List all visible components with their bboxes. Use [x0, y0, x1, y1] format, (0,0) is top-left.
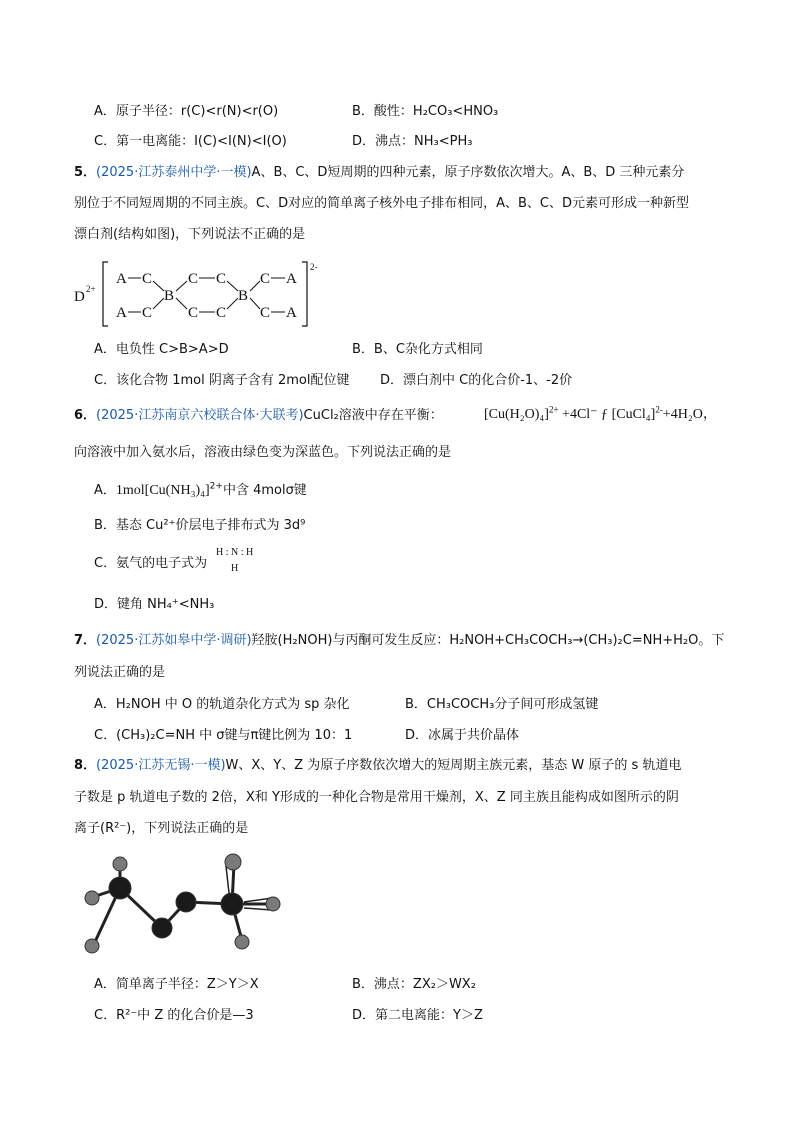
atom-a-4: A [286, 305, 297, 321]
ammonia-formula-bottom: H [231, 563, 239, 574]
q6-number: 6． [74, 408, 97, 423]
q4-option-c: C．第一电离能：I(C)<I(N)<I(O) [94, 134, 287, 149]
q8-number: 8． [74, 758, 97, 773]
atom-c-1: C [142, 271, 153, 287]
atom-c-5: C [188, 305, 199, 321]
atom-c-8: C [260, 305, 271, 321]
q5-option-a: A．电负性 C>B>A>D [94, 342, 229, 357]
terminal-atom-2 [85, 891, 99, 905]
q8-stem-line3: 离子(R²⁻)，下列说法正确的是 [74, 821, 249, 836]
cation-charge: 2+ [86, 284, 96, 294]
atom-c-7: C [260, 271, 271, 287]
q5-option-b: B．B、C杂化方式相同 [352, 342, 483, 357]
central-atom-z-left [109, 877, 131, 899]
terminal-atom-5 [235, 935, 249, 949]
atom-a-1: A [116, 271, 127, 287]
q5-structure-diagram [70, 256, 330, 332]
terminal-atom-1 [113, 857, 127, 871]
atom-c-6: C [216, 305, 227, 321]
q8-anion-ball-stick-model [76, 852, 286, 962]
q6-option-a [94, 482, 307, 500]
q4-option-a: A．原子半径：r(C)<r(N)<r(O) [94, 104, 279, 119]
eq-right-charge: 2- [655, 404, 663, 415]
eq-left: [Cu(H₂O)₄] [484, 407, 549, 422]
q5-text-1: A、B、C、D短周期的四种元素，原子序数依次增大。A、B、D 三种元素分 [251, 165, 685, 180]
q6-stem-line2: 向溶液中加入氨水后，溶液由绿色变为深蓝色。下列说法正确的是 [74, 445, 452, 460]
q8-stem-line2: 子数是 p 轨道电子数的 2倍，X和 Y形成的一种化合物是常用干燥剂，X、Z 同主族且能构成如图所示的阴 [74, 790, 679, 805]
q7-option-c: C．(CH₃)₂C=NH 中 σ键与π键比例为 10：1 [94, 728, 353, 743]
atom-a-2: A [116, 305, 127, 321]
q5-option-d: D．漂白剂中 C的化合价-1、-2价 [380, 373, 573, 388]
q4-option-d: D．沸点：NH₃<PH₃ [352, 134, 473, 149]
q5-stem-line1 [74, 164, 684, 182]
q8-option-a: A．简单离子半径：Z＞Y＞X [94, 977, 259, 992]
q6-stem-line1 [74, 407, 443, 425]
q6-option-c-text: C．氨气的电子式为 [94, 556, 208, 571]
ammonia-formula-top: H : N : H [216, 547, 254, 558]
q8-option-b: B．沸点：ZX₂＞WX₂ [352, 977, 476, 992]
q8-stem-line1 [74, 757, 681, 775]
q5-option-c: C．该化合物 1mol 阴离子含有 2mol配位键 [94, 373, 350, 388]
q6-option-a-charge: 2+ [209, 481, 223, 492]
q6-option-d: D．键角 NH₄⁺<NH₃ [94, 597, 215, 612]
q5-source: (2025·江苏泰州中学·一模) [96, 165, 252, 180]
atom-a-3: A [286, 271, 297, 287]
eq-left-charge: 2+ [548, 404, 559, 415]
q5-stem-line3: 漂白剂(结构如图)，下列说法不正确的是 [74, 227, 306, 242]
q4-option-b: B．酸性：H₂CO₃<HNO₃ [352, 104, 499, 119]
central-atom-z-right [221, 893, 243, 915]
atom-b-2: B [238, 288, 249, 304]
terminal-atom-6 [266, 897, 280, 911]
bridge-atom-1 [152, 918, 172, 938]
q6-equilibrium-equation [484, 406, 717, 424]
q8-source: (2025·江苏无锡·一模) [96, 758, 226, 773]
anion-charge: 2- [310, 262, 318, 272]
q6-option-c [94, 555, 207, 573]
q8-text-1: W、X、Y、Z 为原子序数依次增大的短周期主族元素，基态 W 原子的 s 轨道电 [225, 758, 682, 773]
q8-option-c: C．R²⁻中 Z 的化合价是—3 [94, 1008, 254, 1023]
atom-b-1: B [164, 288, 175, 304]
atom-c-4: C [216, 271, 227, 287]
q7-source: (2025·江苏如皋中学·调研) [96, 633, 252, 648]
q5-number: 5． [74, 165, 97, 180]
q7-number: 7． [74, 633, 97, 648]
q5-stem-line2: 别位于不同短周期的不同主族。C、D对应的简单离子核外电子排布相同，A、B、C、D元素可形成一种新型 [74, 196, 689, 211]
q7-option-d: D．冰属于共价晶体 [405, 728, 520, 743]
bridge-atom-2 [176, 892, 196, 912]
q6-option-a-formula: 1mol[Cu(NH₃)₄] [115, 483, 210, 498]
q8-option-d: D．第二电离能：Y＞Z [352, 1008, 483, 1023]
q6-option-a-label: A． [94, 483, 116, 498]
q7-stem-line1 [74, 632, 724, 650]
ammonia-electron-formula [216, 547, 253, 575]
terminal-atom-3 [85, 939, 99, 953]
cation-d: D [74, 289, 85, 305]
atom-c-2: C [142, 305, 153, 321]
q6-source: (2025·江苏南京六校联合体·大联考) [96, 408, 304, 423]
q6-text-1: CuCl₂溶液中存在平衡： [303, 408, 443, 423]
eq-right: [CuCl₄] [611, 407, 656, 422]
eq-mid: +4Cl⁻ ƒ [562, 407, 609, 422]
terminal-atom-4 [225, 854, 241, 870]
q7-stem-line2: 列说法正确的是 [74, 665, 166, 680]
q6-option-b: B．基态 Cu²⁺价层电子排布式为 3d⁹ [94, 518, 306, 533]
q6-option-a-tail: 中含 4molσ键 [222, 483, 307, 498]
q7-option-a: A．H₂NOH 中 O 的轨道杂化方式为 sp 杂化 [94, 697, 350, 712]
eq-tail: +4H₂O， [662, 407, 717, 422]
atom-c-3: C [188, 271, 199, 287]
q7-text-1: 羟胺(H₂NOH)与丙酮可发生反应：H₂NOH+CH₃COCH₃→(CH₃)₂C=NH+H₂O。下 [251, 633, 725, 648]
q7-option-b: B．CH₃COCH₃分子间可形成氢键 [405, 697, 599, 712]
